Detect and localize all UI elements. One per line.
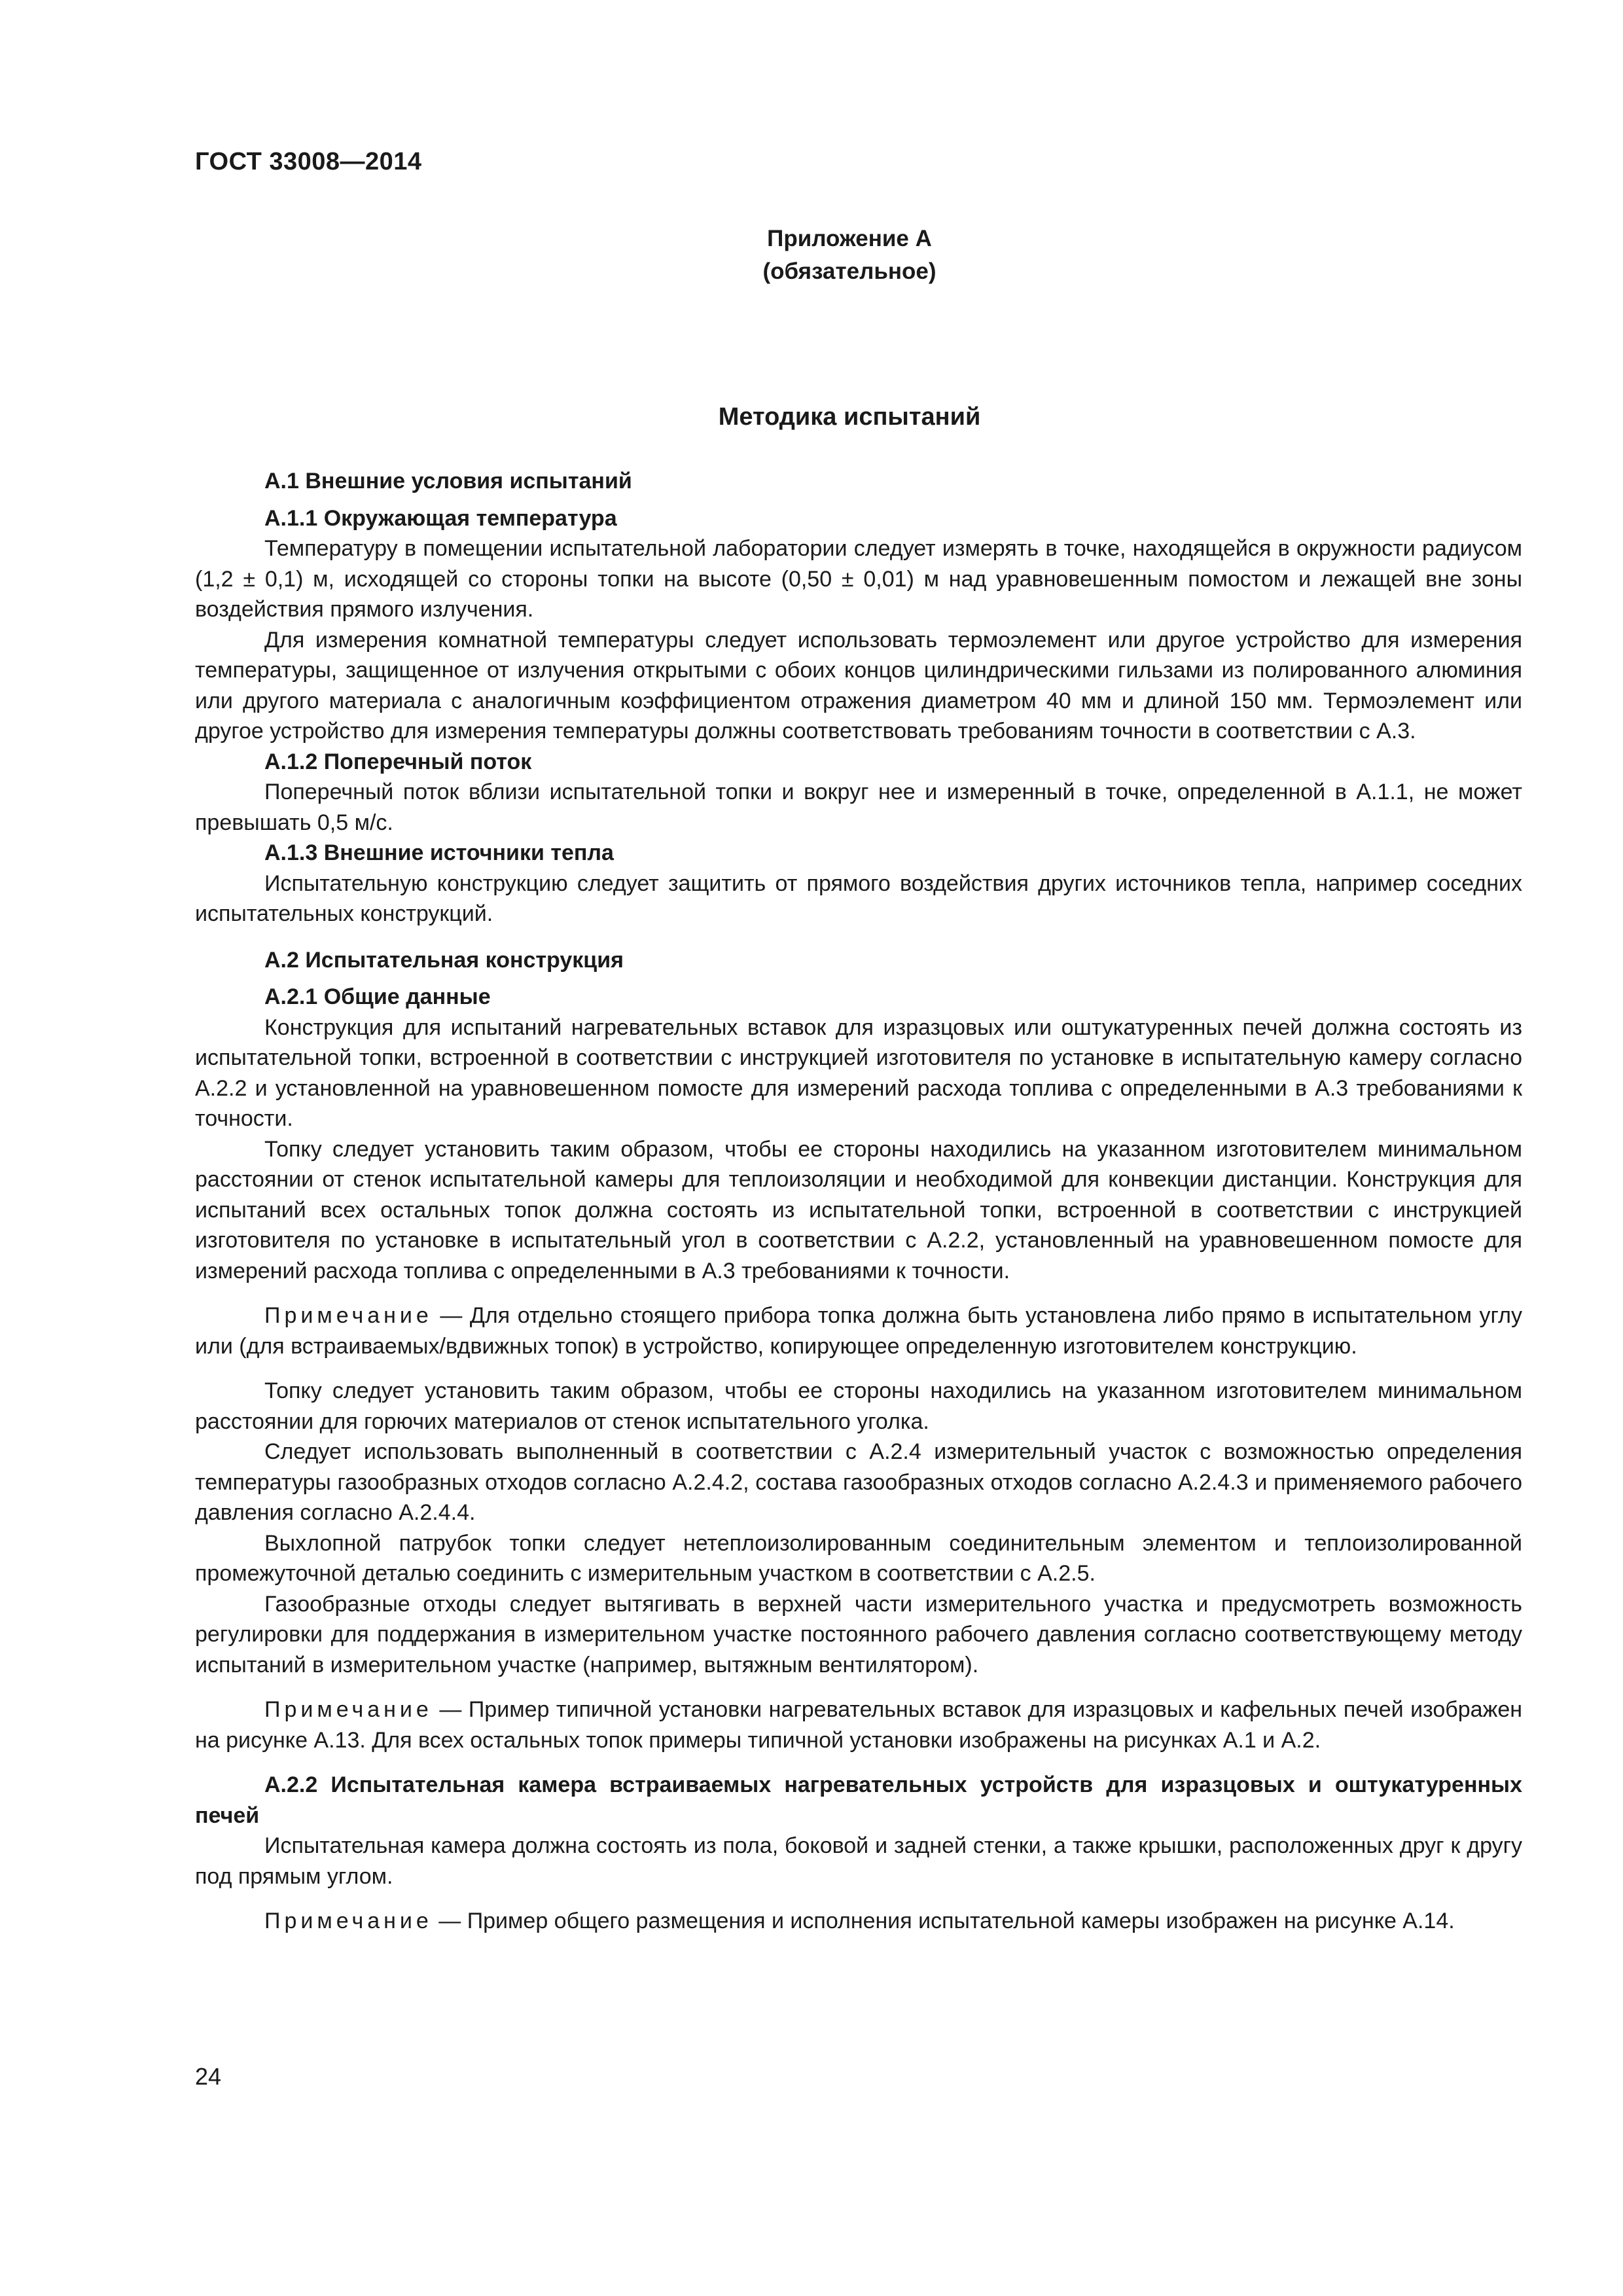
note-text: — Пример общего размещения и исполнения испытательной камеры изображен на рисунке А.14. [432,1909,1455,1933]
paragraph: Выхлопной патрубок топки следует нетеплоизолированным соединительным элементом и теплоизолированной промежуточной деталью соединить с измерительным участком в соответствии с А.2.5. [195,1530,1522,1586]
subsection-heading-a1-2: А.1.2 Поперечный поток [264,749,532,774]
document-title: Методика испытаний [718,403,981,431]
subsection-heading-a2-2: А.2.2 Испытательная камера встраиваемых нагревательных устройств для изразцовых и оштукатуренных печей [195,1772,1522,1828]
note [195,1695,1522,1755]
note-label: Примечание [264,1303,433,1328]
subsection-heading-a2-1: А.2.1 Общие данные [264,984,491,1009]
paragraph: Для измерения комнатной температуры следует использовать термоэлемент или другое устройство для измерения температуры, защищенное от излучения открытыми с обоих концов цилиндрическими гильзами из полированного алюминия или другого материала с аналогичным коэффициентом отражения диаметром 40 мм и длиной 150 мм. Термоэлемент или другое устройство для измерения температуры должны соответствовать требованиям точности в соответствии с А.3. [195,627,1522,744]
subsection-heading-a1-1: А.1.1 Окружающая температура [264,505,617,531]
page-number: 24 [195,2063,222,2090]
note [195,1906,1522,1937]
document-body [195,466,1522,1951]
note [195,1300,1522,1361]
section-heading-a1: А.1 Внешние условия испытаний [264,469,632,493]
paragraph: Поперечный поток вблизи испытательной топки и вокруг нее и измеренный в точке, определенной в А.1.1, не может превышать 0,5 м/с. [195,780,1522,835]
paragraph: Температуру в помещении испытательной лаборатории следует измерять в точке, находящейся в окружности радиусом (1,2 ± 0,1) м, исходящей со стороны топки на высоте (0,50 ± 0,01) м над уравновешенным помостом и лежащей вне зоны воздействия прямого излучения. [195,536,1522,622]
paragraph: Газообразные отходы следует вытягивать в верхней части измерительного участка и предусмотреть возможность регулировки для поддержания в измерительном участке постоянного рабочего давления согласно соответствующему методу испытаний в измерительном участке (например, вытяжным вентилятором). [195,1591,1522,1677]
appendix-status: (обязательное) [762,259,936,284]
subsection-heading-a1-3: А.1.3 Внешние источники тепла [264,840,614,865]
note-label: Примечание [264,1697,433,1722]
note-text: — Пример типичной установки нагревательных вставок для изразцовых и кафельных печей изображен на рисунке А.13. Для всех остальных топок примеры типичной установки изображены на рисунках А.1 и А.2. [195,1697,1522,1753]
appendix-title: Приложение А [767,226,932,251]
paragraph: Испытательная камера должна состоять из пола, боковой и задней стенки, а также крышки, расположенных друг к другу под прямым углом. [195,1833,1522,1889]
section-heading-a2: А.2 Испытательная конструкция [264,947,624,973]
note-text: — Для отдельно стоящего прибора топка должна быть установлена либо прямо в испытательном углу или (для встраиваемых/вдвижных топок) в устройство, копирующее определенную изготовителем конструкцию. [195,1303,1522,1359]
note-label: Примечание [264,1909,433,1933]
paragraph: Топку следует установить таким образом, чтобы ее стороны находились на указанном изготовителем минимальном расстоянии для горючих материалов от стенок испытательного уголка. [195,1378,1522,1434]
appendix-heading [0,223,1623,288]
paragraph: Топку следует установить таким образом, чтобы ее стороны находились на указанном изготовителем минимальном расстоянии от стенок испытательной камеры для теплоизоляции и необходимой для конвекции дистанции. Конструкция для испытаний всех остальных топок должна состоять из испытательной топки, встроенной в соответствии с инструкцией изготовителя по установке в испытательный угол в соответствии с А.2.2, установленный на уравновешенном помосте для измерений расхода топлива с определенными в А.3 требованиями к точности. [195,1136,1522,1283]
paragraph: Следует использовать выполненный в соответствии с А.2.4 измерительный участок с возможностью определения температуры газообразных отходов согласно А.2.4.2, состава газообразных отходов согласно А.2.4.3 и применяемого рабочего давления согласно А.2.4.4. [195,1439,1522,1525]
standard-code-header: ГОСТ 33008—2014 [195,148,422,175]
paragraph: Испытательную конструкцию следует защитить от прямого воздействия других источников тепла, например соседних испытательных конструкций. [195,870,1522,926]
paragraph: Конструкция для испытаний нагревательных вставок для изразцовых или оштукатуренных печей должна состоять из испытательной топки, встроенной в соответствии с инструкцией изготовителя по установке в испытательную камеру согласно А.2.2 и установленной на уравновешенном помосте для измерений расхода топлива с определенными в А.3 требованиями к точности. [195,1014,1522,1131]
